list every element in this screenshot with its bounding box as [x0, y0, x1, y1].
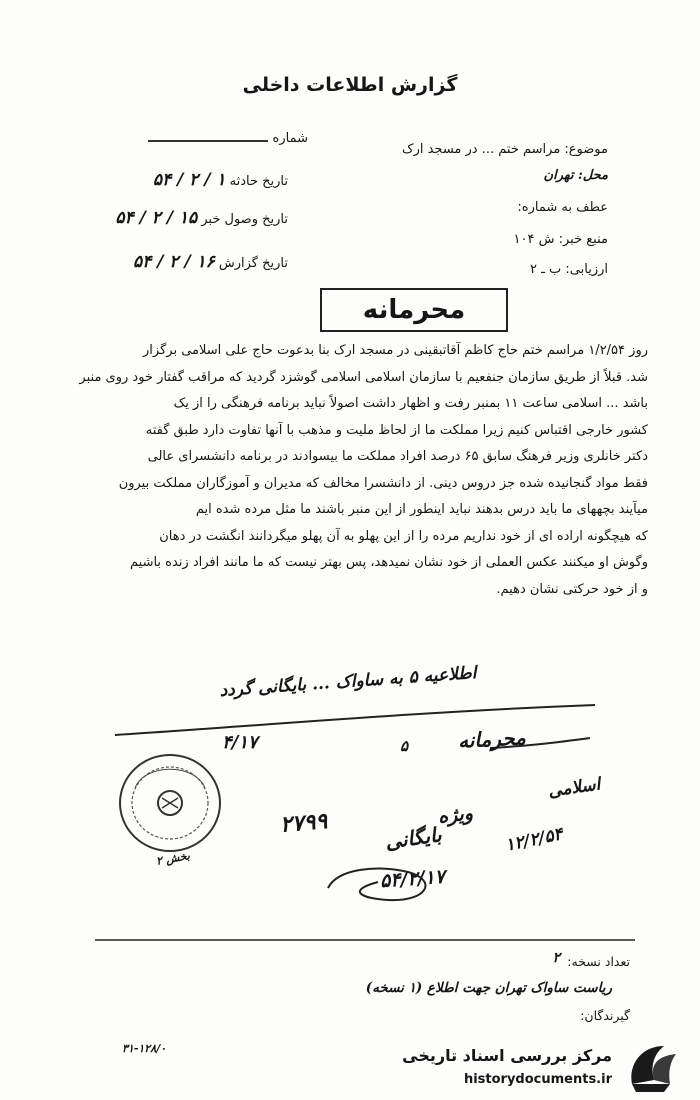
header-evaluation: ارزیابی: ب ـ ۲	[529, 262, 608, 277]
body-line: وگوش او میکنند عکس العملی از خود نشان نمیدهد، پس بهتر نیست که ما مانند افراد زنده باشیم	[130, 555, 648, 570]
report-date-value: ۱۶ / ۲ / ۵۴	[132, 252, 215, 272]
seal-label: بخش ۲	[155, 849, 191, 868]
body-line: و از خود حرکتی نشان دهیم.	[496, 581, 648, 597]
header-subject: موضوع: مراسم ختم ... در مسجد ارک	[401, 142, 608, 157]
header-location: محل: تهران	[543, 168, 608, 183]
header-number-scribble	[148, 130, 268, 142]
watermark-url: historydocuments.ir	[463, 1072, 612, 1087]
copies-value: ۲	[552, 950, 560, 966]
document-code: ۳۱-۱۲۸/۰	[122, 1042, 167, 1055]
body-line: که هیچگونه اراده ای از خود نداریم مرده را از این پهلو به آن پهلو میگردانند انگشت در دهان	[159, 528, 648, 544]
header-report-date	[98, 252, 288, 272]
confidential-handwritten: محرمانه	[457, 725, 527, 753]
signature-b: ویژه	[436, 802, 474, 828]
note-date: ۴/۱۷	[222, 732, 258, 753]
header-reference: عطف به شماره:	[517, 200, 608, 215]
event-date-label: تاریخ حادثه	[229, 174, 288, 189]
header-source: منبع خبر: ش ۱۰۴	[513, 232, 608, 247]
seal-stamp-icon	[115, 748, 225, 858]
confidential-stamp: محرمانه	[320, 288, 508, 332]
document-title: گزارش اطلاعات داخلی	[242, 74, 458, 96]
header-number	[98, 130, 308, 146]
receivers-label: گیرندگان:	[580, 1008, 630, 1023]
body-line: کشور خارجی اقتباس کنیم زیرا مملکت ما از لحاظ ملیت و مذهب با آنها تفاوت دارد طبق گفته	[145, 422, 648, 438]
receipt-date-label: تاریخ وصول خبر	[201, 212, 288, 227]
report-date-label: تاریخ گزارش	[218, 256, 288, 271]
signature-c: بایگانی	[383, 822, 444, 854]
copies-label: تعداد نسخه:	[567, 954, 630, 969]
body-line: میآیند بچههای ما باید درس بدهند نباید اینطور از این منبر باشند ما مثل مرده شده ایم	[195, 502, 648, 517]
watermark-org-name: مرکز بررسی اسناد تاریخی	[402, 1046, 612, 1065]
date-loop-stroke	[318, 860, 448, 910]
event-date-value: ۱ / ۲ / ۵۴	[152, 170, 226, 190]
copies-recipient: ریاست ساواک تهران جهت اطلاع (۱ نسخه)	[365, 980, 612, 996]
body-line: دکتر خانلری وزیر فرهنگ سابق ۶۵ درصد افراد مملکت ما بیسوادند در برنامه دانشسرای عالی	[147, 449, 648, 464]
footer-divider	[95, 938, 635, 942]
receipt-date-value: ۱۵ / ۲ / ۵۴	[115, 208, 198, 228]
header-event-date	[98, 170, 288, 190]
header-receipt-date	[98, 208, 288, 228]
date-a: ۱۲/۲/۵۴	[503, 824, 565, 856]
body-line: فقط مواد گنجانیده شده جز دروس دینی. از دانشسرا مخالف که مدیران و آموزگاران مملکت بیرون	[118, 475, 648, 491]
body-line: روز ۱/۲/۵۴ مراسم ختم حاج کاظم آقاتبقینی در مسجد ارک بنا بدعوت حاج علی اسلامی برگزار	[143, 343, 648, 358]
file-number: ۲۷۹۹	[278, 807, 329, 839]
archive-logo-icon	[624, 1040, 684, 1096]
header-number-label: شماره	[272, 131, 308, 146]
handwritten-note: اطلاعیه ۵ به ساواک ... بایگانی گردد	[218, 663, 478, 701]
body-line: شد. قبلاً از طریق سازمان جنفعیم با سازمان اسلامی اسلامی گوشزد گردید که مراقب گفتار خود روی منبر	[79, 369, 648, 385]
note-number: ۵	[400, 737, 409, 755]
body-line: باشد ... اسلامی ساعت ۱۱ بمنبر رفت و اظهار داشت اصولاً نباید برنامه فرهنگی را از یک	[173, 396, 648, 411]
signature-a: اسلامی	[546, 774, 602, 802]
date-b: ۵۴/۲/۱۷	[379, 865, 446, 893]
report-body	[58, 338, 648, 603]
